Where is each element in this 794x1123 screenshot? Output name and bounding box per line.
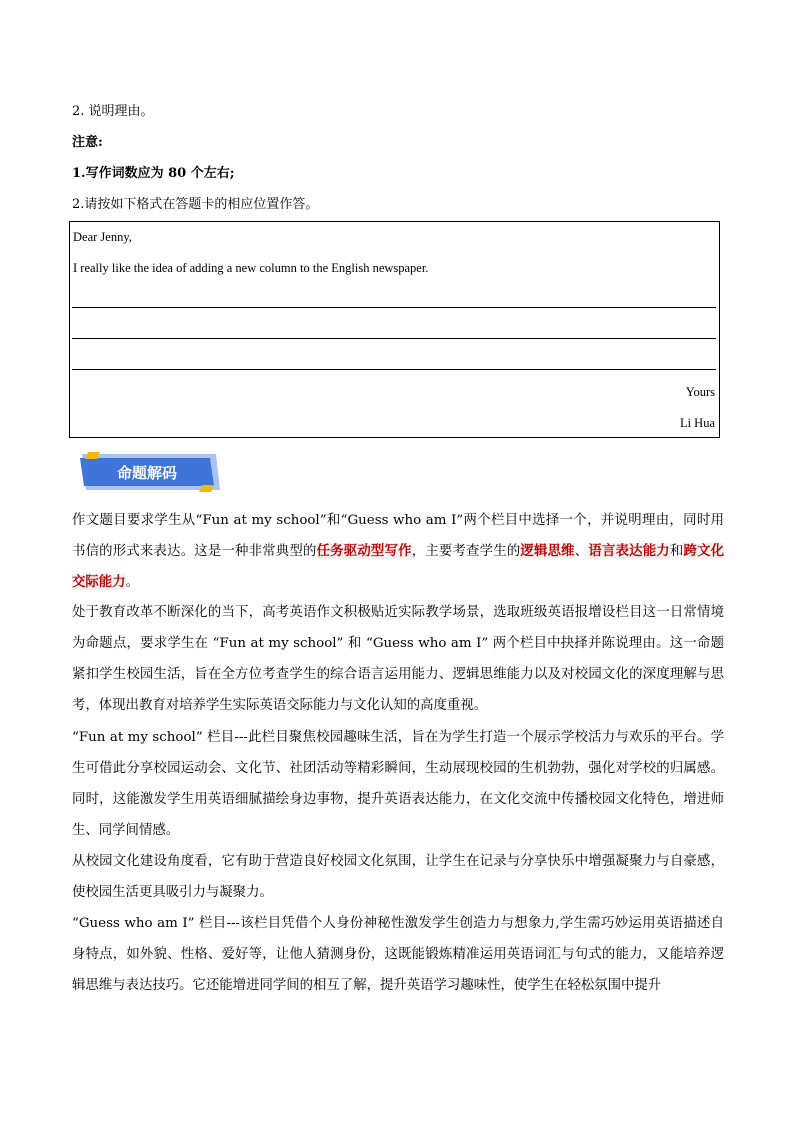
keyword-logic: 逻辑思维: [520, 543, 575, 559]
requirement-word-count: 1.写作词数应为 80 个左右;: [72, 166, 235, 181]
p1-text-b: ，主要考查学生的: [411, 544, 521, 559]
keyword-task-driven: 任务驱动型写作: [316, 543, 412, 559]
requirement-format: 2.请按如下格式在答题卡的相应位置作答。: [72, 197, 319, 212]
keyword-expression: 语言表达能力: [588, 543, 670, 559]
p1-text-d: 和: [669, 544, 684, 559]
banner-label: 命题解码: [116, 464, 178, 482]
analysis-paragraph-2: 处于教育改革不断深化的当下，高考英语作文积极贴近实际教学场景，选取班级英语报增设栏目这一日常情境为命题点，要求学生在 “Fun at my school” 和 “Guess who am I” 两个栏目中抉择并陈说理由。这一命题紧扣学生校园生活，旨在全方位考查学生的综合语言运用能力、逻辑思维能力以及对校园文化的深度理解与思考，体现出教育对培养学生实际英语交际能力与文化认知的高度重视。: [72, 605, 724, 713]
letter-greeting: Dear Jenny,: [73, 230, 132, 244]
answer-line-2: [72, 338, 716, 339]
letter-template-box: [69, 221, 720, 438]
letter-opening: I really like the idea of adding a new column to the English newspaper.: [73, 261, 429, 275]
analysis-paragraph-3: “Fun at my school” 栏目---此栏目聚焦校园趣味生活，旨在为学生打造一个展示学校活力与欢乐的平台。学生可借此分享校园运动会、文化节、社团活动等精彩瞬间，生动展现校园的生机勃勃，强化对学校的归属感。同时，这能激发学生用英语细腻描绘身边事物，提升英语表达能力，在文化交流中传播校园文化特色，增进师生、同学间情感。: [72, 730, 724, 838]
p1-text-a: 作文题目要求学生从“Fun at my school”和“Guess who am I”两个栏目中选择一个，并说明理由，同时用书信的形式来表达。这是一种非常典型的: [72, 513, 724, 559]
analysis-paragraph-5: “Guess who am I” 栏目---该栏目凭借个人身份神秘性激发学生创造力与想象力,学生需巧妙运用英语描述自身特点，如外貌、性格、爱好等，让他人猜测身份，这既能锻炼精准运用英语词汇与句式的能力，又能培养逻辑思维与表达技巧。它还能增进同学间的相互了解，提升英语学习趣味性，使学生在轻松氛围中提升: [72, 916, 724, 993]
instruction-reason: 2. 说明理由。: [72, 104, 154, 119]
analysis-paragraph-4: 从校园文化建设角度看，它有助于营造良好校园文化氛围，让学生在记录与分享快乐中增强凝聚力与自豪感，使校园生活更具吸引力与凝聚力。: [72, 854, 724, 900]
answer-line-1: [72, 307, 716, 308]
note-heading: 注意:: [72, 135, 103, 150]
letter-signature: Li Hua: [679, 416, 715, 430]
p1-text-e: 。: [125, 575, 139, 590]
section-banner: [80, 452, 220, 492]
answer-line-3: [72, 369, 716, 370]
analysis-paragraph-1: [72, 505, 724, 598]
letter-closing: Yours: [685, 385, 715, 399]
keyword-cross-cultural: 跨文化交际能力: [72, 543, 725, 590]
p1-text-c: 、: [574, 544, 589, 559]
